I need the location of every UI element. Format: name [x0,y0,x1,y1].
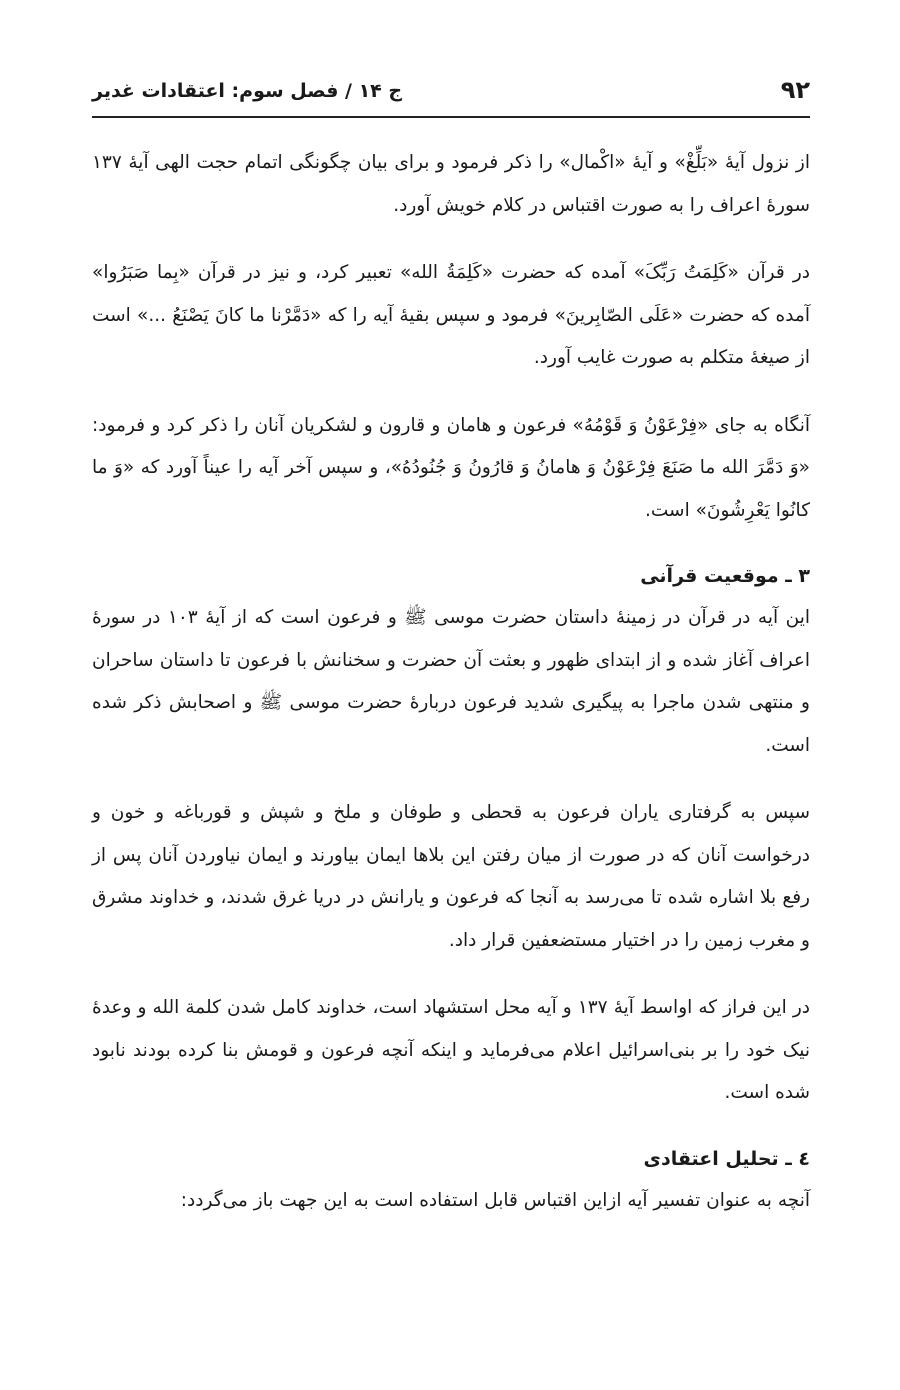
paragraph: آنگاه به جای «فِرْعَوْنُ وَ قَوْمُهُ» فرعون و هامان و قارون و لشکریان آنان را ذکر کرد و فرمود: «وَ دَمَّرَ الله ما صَنَعَ فِرْعَوْنُ وَ هامانُ وَ قارُونُ وَ جُنُودُهُ»، و سپس آخر آیه را عیناً آورد که «وَ ما کانُوا یَعْرِشُونَ» است. [92,414,810,521]
section-heading-quranic-position: ۳ ـ موقعیت قرآنی [640,565,810,587]
paragraph: آنچه به عنوان تفسیر آیه ازاین اقتباس قابل استفاده است به این جهت باز می‌گردد: [180,1189,810,1211]
running-header [92,76,810,118]
paragraph: سپس به گرفتاری یاران فرعون به قحطی و طوفان و ملخ و شپش و قورباغه و خون و درخواست آنان که در صورت از میان رفتن این بلاها ایمان بیاورند و ایمان نیاوردن آنان پس از رفع بلا اشاره شده تا می‌رسد به آنجا که فرعون و یارانش در دریا غرق شدند، و خداوند مشرق و مغرب زمین را در اختیار مستضعفین قرار داد. [92,802,810,951]
page-number: ۹۲ [780,76,810,104]
paragraph: این آیه در قرآن در زمینهٔ داستان حضرت موسی ﷺ و فرعون است که از آیهٔ ۱۰۳ در سورهٔ اعراف آغاز شده و از ابتدای ظهور و بعثت آن حضرت و سخنانش با فرعون تا داستان ساحران و منتهی شدن ماجرا به پیگیری شدید فرعون دربارهٔ حضرت موسی ﷺ و اصحابش ذکر شده است. [92,607,811,756]
book-page [92,0,810,1390]
running-title: ج ۱۴ / فصل سوم: اعتقادات غدیر [92,80,403,102]
paragraph: از نزول آیهٔ «بَلِّغْ» و آیهٔ «اکْمال» را ذکر فرمود و برای بیان چگونگی اتمام حجت الهی آیهٔ ۱۳۷ سورهٔ اعراف را به صورت اقتباس در کلام خویش آورد. [92,152,810,216]
section-heading-doctrinal-analysis: ٤ ـ تحلیل اعتقادی [643,1147,810,1170]
paragraph: در این فراز که اواسط آیهٔ ۱۳۷ و آیه محل استشهاد است، خداوند کامل شدن کلمة الله و وعدهٔ نیک خود را بر بنی‌اسرائیل اعلام می‌فرماید و اینکه آنچه فرعون و قومش بنا کرده بودند نابود شده است. [92,997,810,1103]
paragraph: در قرآن «کَلِمَتُ رَبِّکَ» آمده که حضرت «کَلِمَةُ الله» تعبیر کرد، و نیز در قرآن «بِما صَبَرُوا» آمده که حضرت «عَلَی الصّابِرینَ» فرمود و سپس بقیهٔ آیه را که «دَمَّرْنا ما کانَ یَصْنَعُ ...» است از صیغهٔ متکلم به صورت غایب آورد. [92,262,810,368]
page-body [92,142,810,1247]
